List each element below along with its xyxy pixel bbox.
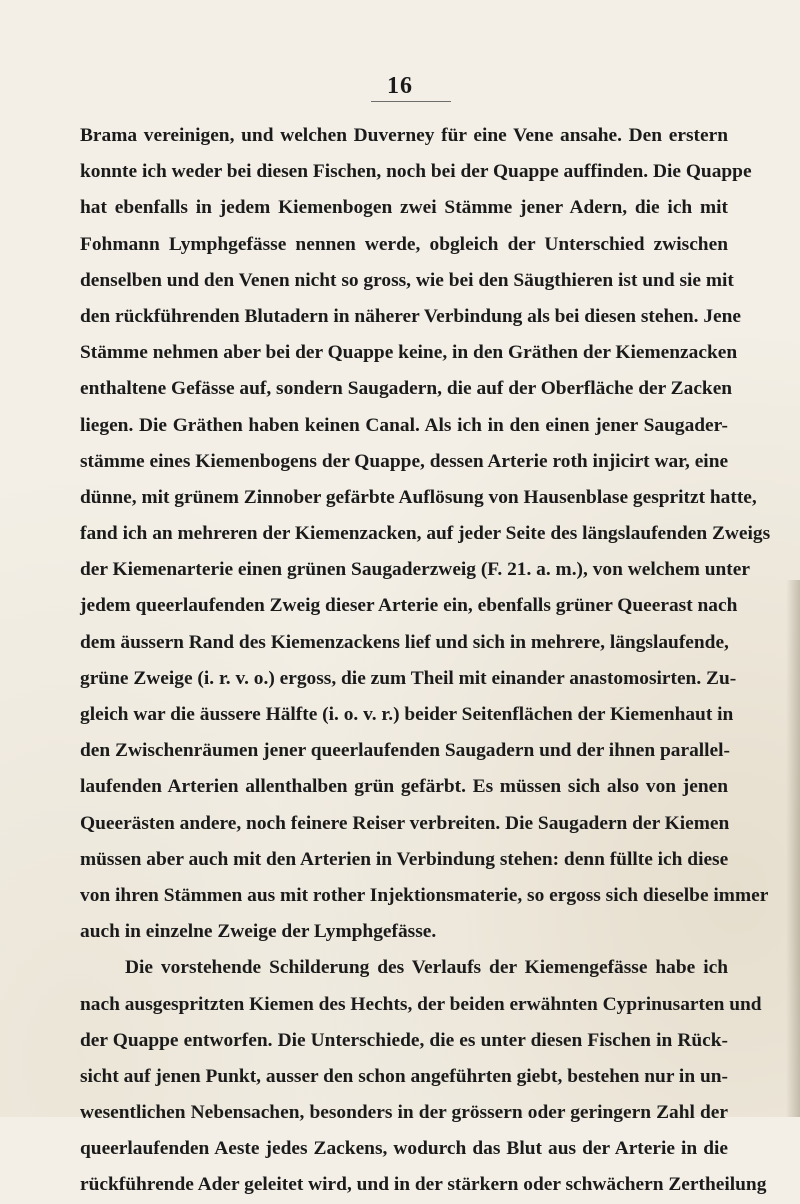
text-line: laufenden Arterien allenthalben grün gefärbt. Es müssen sich also von jenen: [80, 776, 728, 798]
paragraph-1: [80, 118, 771, 950]
text-line: müssen aber auch mit den Arterien in Verbindung stehen: denn füllte ich diese: [80, 848, 729, 870]
text-line: Queerästen andere, noch feinere Reiser verbreiten. Die Saugadern der Kiemen: [80, 812, 730, 834]
text-line: der Quappe entworfen. Die Unterschiede, die es unter diesen Fischen in Rück-: [80, 1029, 728, 1051]
text-line: grüne Zweige (i. r. v. o.) ergoss, die zum Theil mit einander anastomosirten. Zu-: [80, 667, 737, 689]
text-line: denselben und den Venen nicht so gross, wie bei den Säugthieren ist und sie mit: [80, 269, 734, 291]
text-line: von ihren Stämmen aus mit rother Injektionsmaterie, so ergoss sich dieselbe immer: [80, 884, 769, 906]
text-line: liegen. Die Gräthen haben keinen Canal. Als ich in den einen jener Saugader-: [80, 414, 728, 436]
text-line: nach ausgespritzten Kiemen des Hechts, der beiden erwähnten Cyprinusarten und: [80, 993, 762, 1015]
text-line: Fohmann Lymphgefässe nennen werde, obgleich der Unterschied zwischen: [80, 233, 728, 255]
page-number-rule: [371, 101, 451, 102]
page-number: 16: [387, 73, 413, 99]
text-line: dem äussern Rand des Kiemenzackens lief und sich in mehrere, längslaufende,: [80, 631, 729, 653]
text-line: hat ebenfalls in jedem Kiemenbogen zwei Stämme jener Adern, die ich mit: [80, 197, 728, 219]
text-line: dünne, mit grünem Zinnober gefärbte Auflösung von Hausenblase gespritzt hatte,: [80, 486, 757, 508]
text-line: rückführende Ader geleitet wird, und in der stärkern oder schwächern Zertheilung: [80, 1174, 767, 1196]
paragraph-2: [80, 950, 767, 1203]
text-line: stämme eines Kiemenbogens der Quappe, dessen Arterie roth injicirt war, eine: [80, 450, 729, 472]
text-line: enthaltene Gefässe auf, sondern Saugadern, die auf der Oberfläche der Zacken: [80, 378, 733, 400]
text-line: konnte ich weder bei diesen Fischen, noch bei der Quappe auffinden. Die Quappe: [80, 161, 752, 183]
text-line: Brama vereinigen, und welchen Duverney für eine Vene ansahe. Den erstern: [80, 125, 728, 146]
text-line: fand ich an mehreren der Kiemenzacken, auf jeder Seite des längslaufenden Zweigs: [80, 523, 771, 545]
text-line: sicht auf jenen Punkt, ausser den schon angeführten giebt, bestehen nur in un-: [80, 1065, 728, 1087]
text-line: wesentlichen Nebensachen, besonders in der grössern oder geringern Zahl der: [80, 1102, 728, 1124]
text-line: den Zwischenräumen jener queerlaufenden Saugadern und der ihnen parallel-: [80, 740, 731, 762]
text-line: jedem queerlaufenden Zweig dieser Arterie ein, ebenfalls grüner Queerast nach: [80, 595, 738, 617]
text-line: gleich war die äussere Hälfte (i. o. v. r.) beider Seitenflächen der Kiemenhaut in: [80, 704, 734, 725]
text-line: auch in einzelne Zweige der Lymphgefässe.: [80, 921, 437, 943]
text-line: Stämme nehmen aber bei der Quappe keine, in den Gräthen der Kiemenzacken: [80, 342, 738, 364]
text-line: den rückführenden Blutadern in näherer Verbindung als bei diesen stehen. Jene: [80, 305, 742, 327]
body-text: [80, 118, 771, 1204]
text-line: der Kiemenarterie einen grünen Saugaderzweig (F. 21. a. m.), von welchem unter: [80, 559, 750, 581]
page-edge-shadow: [786, 580, 800, 1117]
text-line: queerlaufenden Aeste jedes Zackens, wodurch das Blut aus der Arterie in die: [80, 1138, 728, 1160]
text-line: Die vorstehende Schilderung des Verlaufs der Kiemengefässe habe ich: [125, 957, 728, 979]
